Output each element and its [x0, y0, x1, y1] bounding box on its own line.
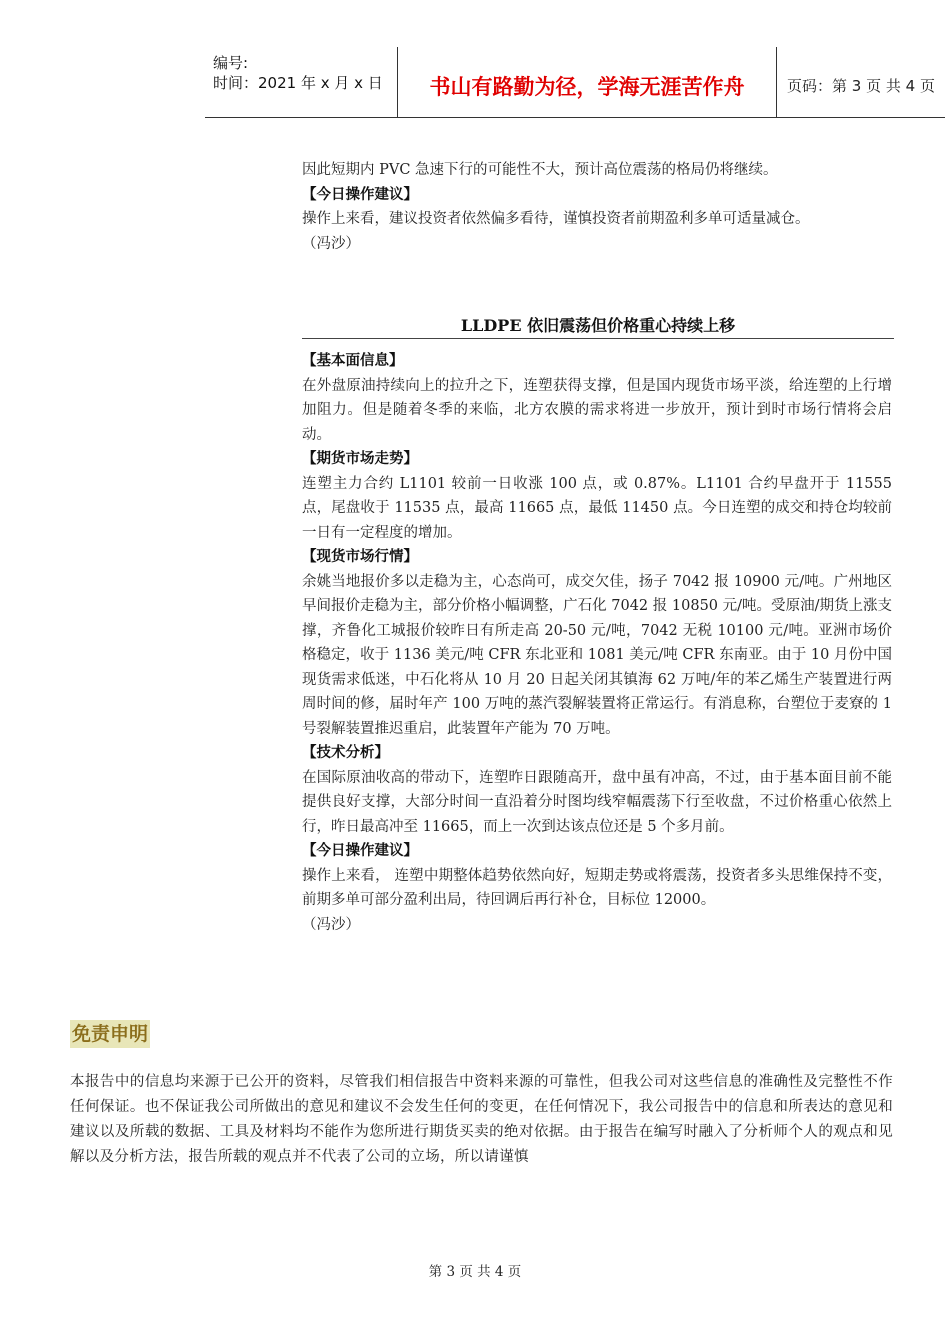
- page-header: [205, 47, 945, 118]
- futures-paragraph: 连塑主力合约 L1101 较前一日收涨 100 点，或 0.87%。L1101 合约早盘开于 11555 点，尾盘收于 11535 点，最高 11665 点，最低 11450 点。今日连塑的成交和持仓均较前一日有一定程度的增加。: [302, 475, 892, 541]
- disclaimer-title: 免责申明: [70, 1020, 150, 1048]
- advice-paragraph: 操作上来看， 连塑中期整体趋势依然向好，短期走势或将震荡，投资者多头思维保持不变，前期多单可部分盈利出局，待回调后再行补仓，目标位 12000。: [302, 867, 892, 908]
- article-body: [302, 349, 892, 937]
- disclaimer-text: 本报告中的信息均来源于已公开的资料，尽管我们相信报告中资料来源的可靠性，但我公司对这些信息的准确性及完整性不作任何保证。也不保证我公司所做出的意见和建议不会发生任何的变更，在任何情况下，我公司报告中的信息和所表达的意见和建议以及所载的数据、工具及材料均不能作为您所进行期货买卖的绝对依据。由于报告在编写时融入了分析师个人的观点和见解以及分析方法，报告所载的观点并不代表了公司的立场，所以请谨慎: [70, 1074, 893, 1165]
- spot-heading: 【现货市场行情】: [302, 549, 418, 565]
- futures-heading: 【期货市场走势】: [302, 451, 418, 467]
- advice-heading: 【今日操作建议】: [302, 843, 418, 859]
- intro-paragraph: 因此短期内 PVC 急速下行的可能性不大，预计高位震荡的格局仍将继续。: [302, 162, 778, 178]
- fundamentals-heading: 【基本面信息】: [302, 353, 404, 369]
- page-footer: 第 3 页 共 4 页: [428, 1264, 522, 1280]
- author-credit: （冯沙）: [302, 235, 360, 252]
- top-block: [302, 158, 892, 256]
- author-credit: （冯沙）: [302, 916, 360, 933]
- tech-heading: 【技术分析】: [302, 745, 389, 761]
- header-motto: 书山有路勤为径，学海无涯苦作舟: [397, 47, 777, 117]
- tech-paragraph: 在国际原油收高的带动下，连塑昨日跟随高开，盘中虽有冲高，不过，由于基本面目前不能提供良好支撑，大部分时间一直沿着分时图均线窄幅震荡下行至收盘，不过价格重心依然上行，昨日最高冲至 11665，而上一次到达该点位还是 5 个多月前。: [302, 769, 892, 835]
- number-label: 编号:: [213, 54, 249, 72]
- fundamentals-paragraph: 在外盘原油持续向上的拉升之下，连塑获得支撑，但是国内现货市场平淡，给连塑的上行增加阻力。但是随着冬季的来临，北方农膜的需求将进一步放开，预计到时市场行情将会启动。: [302, 377, 892, 443]
- header-meta: [205, 47, 397, 117]
- advice-heading: 【今日操作建议】: [302, 186, 418, 203]
- spot-paragraph: 余姚当地报价多以走稳为主，心态尚可，成交欠佳，扬子 7042 报 10900 元/吨。广州地区早间报价走稳为主，部分价格小幅调整，广石化 7042 报 10850 元/吨。受原油/期货上涨支撑，齐鲁化工城报价较昨日有所走高 20-50 元/吨，7042 无税 10100 元/吨。亚洲市场价格稳定，收于 1136 美元/吨 CFR 东北亚和 1081 美元/吨 CFR 东南亚。由于 10 月份中国现货需求低迷，中石化将从 10 月 20 日起关闭其镇海 62 万吨/年的苯乙烯生产装置进行两周时间的修，届时年产 100 万吨的蒸汽裂解装置将正常运行。有消息称，台塑位于麦寮的 1 号裂解装置推迟重启，此装置年产能为 70 万吨。: [302, 573, 892, 737]
- advice-paragraph: 操作上来看，建议投资者依然偏多看待，谨慎投资者前期盈利多单可适量减仓。: [302, 211, 810, 227]
- time-label: 时间：2021 年 x 月 x 日: [213, 74, 383, 92]
- header-page-label: 页码：第 3 页 共 4 页: [787, 76, 935, 95]
- article-title: LLDPE 依旧震荡但价格重心持续上移: [302, 314, 894, 339]
